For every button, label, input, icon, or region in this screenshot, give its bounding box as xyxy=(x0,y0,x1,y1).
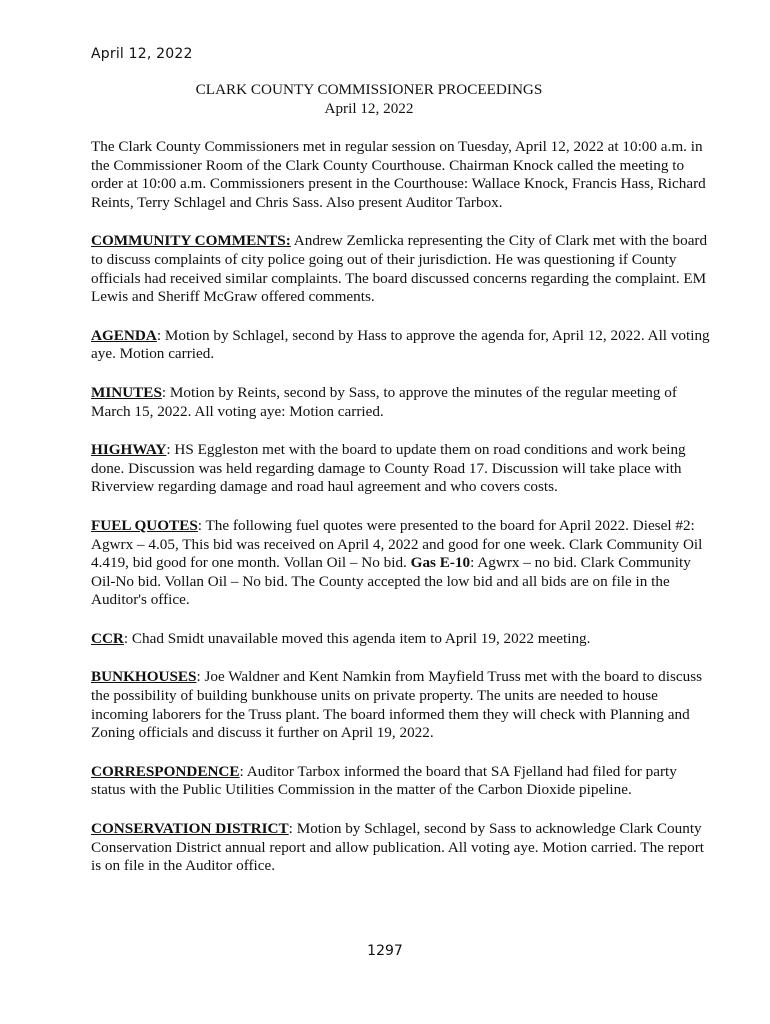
section-text: : Agwrx – no bid. Clark Community Oil-No bid. Vollan Oil – No bid. The County accepted the low bid and all bids are on file in the Auditor's office. xyxy=(91,554,691,609)
section-heading: CONSERVATION DISTRICT xyxy=(91,820,289,838)
title-line-1: CLARK COUNTY COMMISSIONER PROCEEDINGS xyxy=(195,81,543,98)
section-heading: HIGHWAY xyxy=(91,441,167,459)
section-text: Andrew Zemlicka representing the City of Clark met with the board to discuss complaints of city police going out of their jurisdiction. He was questioning if County officials had received similar complaints. The board discussed concerns regarding the complaint. EM Lewis and Sheriff McGraw offered comments. xyxy=(91,232,708,306)
intro-paragraph: The Clark County Commissioners met in regular session on Tuesday, April 12, 2022 at 10:00 a.m. in the Commissioner Room of the Clark County Courthouse. Chairman Knock called the meeting to order at 10:00 a.m. Commissioners present in the Courthouse: Wallace Knock, Francis Hass, Richard Reints, Terry Schlagel and Chris Sass. Also present Auditor Tarbox. xyxy=(91,138,706,211)
document-body xyxy=(91,138,715,896)
section-agenda xyxy=(91,327,715,364)
section-conservation-district xyxy=(91,820,715,876)
section-heading: AGENDA xyxy=(91,326,157,344)
page-number: 1297 xyxy=(367,943,403,959)
title-line-2: April 12, 2022 xyxy=(324,100,414,117)
header-date: April 12, 2022 xyxy=(91,46,193,62)
section-text: : HS Eggleston met with the board to update them on road conditions and work being done. Discussion was held regarding damage to County Road 17. Discussion will take place with Riverview regarding damage and road haul agreement and who covers costs. xyxy=(91,441,686,496)
document-title xyxy=(0,80,738,118)
section-text: : The following fuel quotes were presented to the board for April 2022. Diesel #2: Agwrx – 4.05, This bid was received on April 4, 2022 and good for one week. Clark Community Oil 4.419, bid good for one month. Vollan Oil – No bid. xyxy=(91,516,703,572)
section-text: : Auditor Tarbox informed the board that SA Fjelland had filed for party status with the Public Utilities Commission in the matter of the Carbon Dioxide pipeline. xyxy=(91,762,677,799)
section-minutes xyxy=(91,384,715,421)
section-text: : Motion by Schlagel, second by Hass to approve the agenda for, April 12, 2022. All voting aye. Motion carried. xyxy=(91,326,710,363)
section-text: : Motion by Reints, second by Sass, to approve the minutes of the regular meeting of March 15, 2022. All voting aye: Motion carried. xyxy=(91,383,677,420)
section-heading: FUEL QUOTES xyxy=(91,516,198,534)
section-text: : Chad Smidt unavailable moved this agenda item to April 19, 2022 meeting. xyxy=(123,629,591,647)
section-community-comments xyxy=(91,232,715,306)
section-heading: BUNKHOUSES xyxy=(91,668,197,686)
section-text: : Joe Waldner and Kent Namkin from Mayfield Truss met with the board to discuss the possibility of building bunkhouse units on private property. The units are needed to house incoming laborers for the Truss plant. The board informed them they will check with Planning and Zoning officials and discuss it further on April 19, 2022. xyxy=(91,668,703,742)
section-text: : Motion by Schlagel, second by Sass to acknowledge Clark County Conservation District annual report and allow publication. All voting aye. Motion carried. The report is on file in the Auditor office. xyxy=(91,820,704,875)
section-highway xyxy=(91,441,715,497)
section-ccr xyxy=(91,630,715,649)
section-fuel-quotes xyxy=(91,517,715,610)
section-heading: MINUTES xyxy=(91,383,162,401)
section-correspondence xyxy=(91,763,715,800)
gas-e10-label: Gas E-10 xyxy=(410,554,471,572)
section-heading: CCR xyxy=(91,629,124,647)
section-heading: CORRESPONDENCE xyxy=(91,762,240,780)
section-bunkhouses xyxy=(91,668,715,742)
section-heading: COMMUNITY COMMENTS: xyxy=(91,232,291,250)
